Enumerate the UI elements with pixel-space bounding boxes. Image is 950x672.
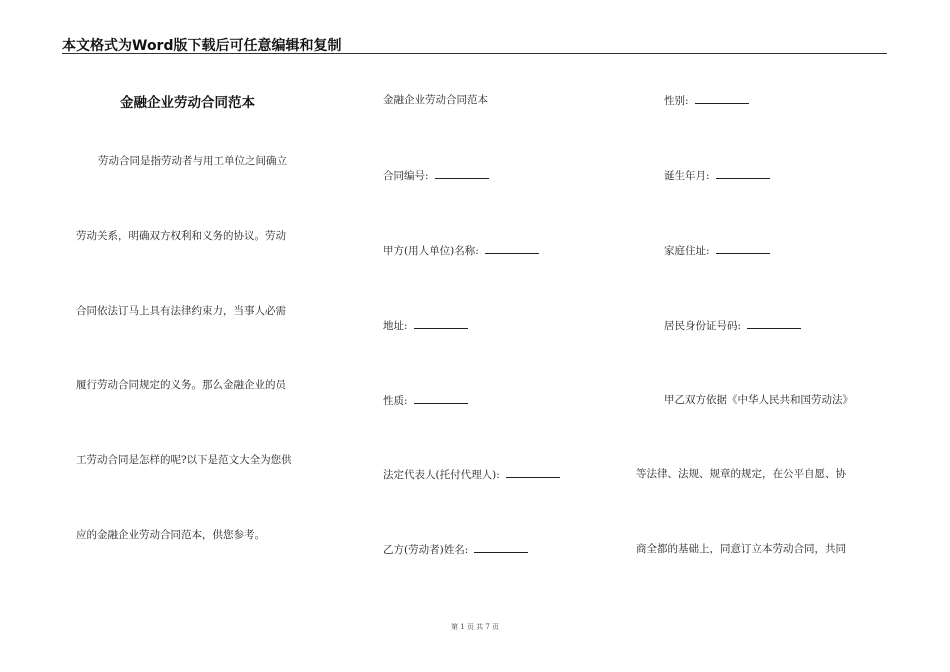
page-number: 第 1 页 共 7 页 xyxy=(450,623,500,631)
home-address-blank xyxy=(716,243,770,254)
id-number-label: 居民身份证号码: xyxy=(664,320,742,332)
middle-column xyxy=(383,0,623,672)
contract-number-field xyxy=(383,168,489,183)
nature-field xyxy=(383,393,468,408)
document-title: 金融企业劳动合同范本 xyxy=(120,95,255,111)
party-a-name-label: 甲方(用人单位)名称: xyxy=(383,245,479,257)
agreement-line-1: 甲乙双方依据《中华人民共和国劳动法》 xyxy=(664,394,853,406)
party-b-name-label: 乙方(劳动者)姓名: xyxy=(383,544,469,556)
legal-rep-field xyxy=(383,467,560,482)
party-b-name-field xyxy=(383,542,528,557)
id-number-field xyxy=(664,318,801,333)
address-blank xyxy=(414,318,468,329)
right-column xyxy=(636,0,886,672)
party-a-name-field xyxy=(383,243,539,258)
address-field xyxy=(383,318,468,333)
nature-blank xyxy=(414,393,468,404)
agreement-line-2: 等法律、法规、规章的规定，在公平自愿、协 xyxy=(636,468,846,480)
contract-number-blank xyxy=(435,168,489,179)
party-b-name-blank xyxy=(474,542,528,553)
intro-line-3: 合同依法订马上具有法律约束力，当事人必需 xyxy=(76,305,286,317)
home-address-label: 家庭住址: xyxy=(664,245,710,257)
intro-line-2: 劳动关系，明确双方权利和义务的协议。劳动 xyxy=(76,230,286,242)
agreement-line-3: 商全都的基础上，同意订立本劳动合同，共同 xyxy=(636,543,846,555)
address-label: 地址: xyxy=(383,320,408,332)
id-number-blank xyxy=(747,318,801,329)
intro-line-4: 履行劳动合同规定的义务。那么金融企业的员 xyxy=(76,379,286,391)
birth-date-field xyxy=(664,168,770,183)
gender-blank xyxy=(695,93,749,104)
birth-date-blank xyxy=(716,168,770,179)
home-address-field xyxy=(664,243,770,258)
document-header: 本文格式为Word版下载后可任意编辑和复制 xyxy=(62,38,342,54)
nature-label: 性质: xyxy=(383,395,408,407)
gender-field xyxy=(664,93,749,108)
intro-line-6: 应的金融企业劳动合同范本，供您参考。 xyxy=(76,529,265,541)
left-column xyxy=(76,0,326,672)
legal-rep-label: 法定代表人(托付代理人): xyxy=(383,469,500,481)
intro-line-5: 工劳动合同是怎样的呢?以下是范文大全为您供 xyxy=(76,454,292,466)
contract-heading: 金融企业劳动合同范本 xyxy=(383,94,488,106)
gender-label: 性别: xyxy=(664,95,689,107)
birth-date-label: 诞生年月: xyxy=(664,170,710,182)
intro-line-1: 劳动合同是指劳动者与用工单位之间确立 xyxy=(98,155,287,167)
contract-number-label: 合同编号: xyxy=(383,170,429,182)
legal-rep-blank xyxy=(506,467,560,478)
party-a-name-blank xyxy=(485,243,539,254)
